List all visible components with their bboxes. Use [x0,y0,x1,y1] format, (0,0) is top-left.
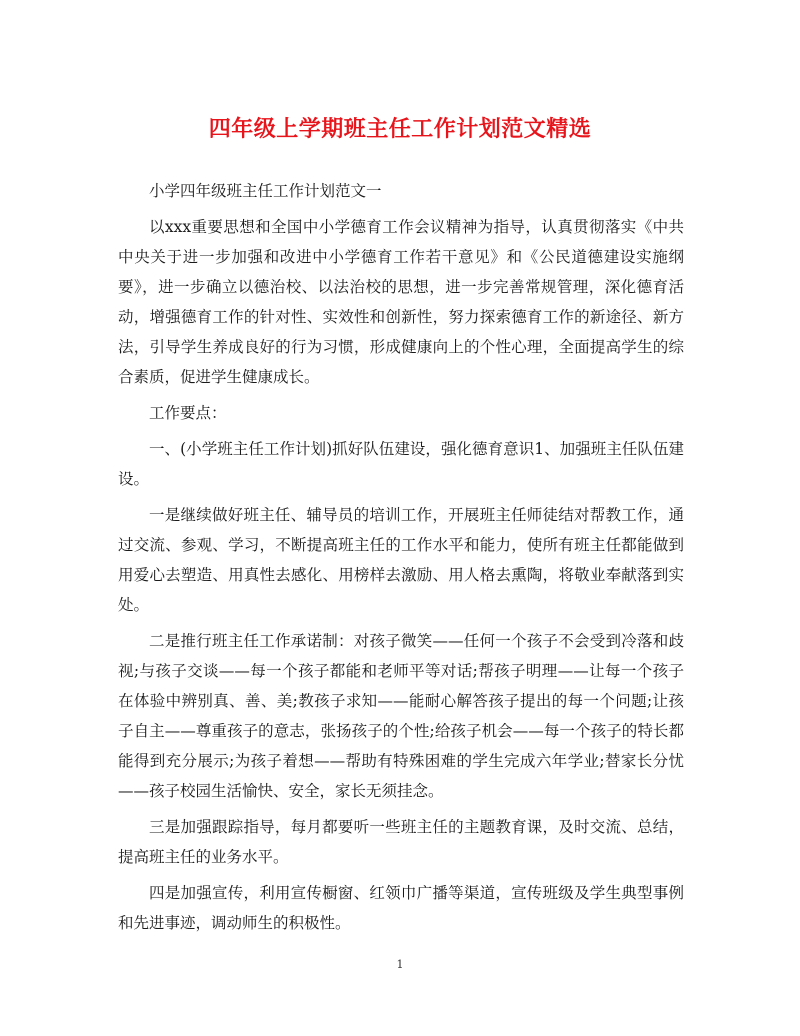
page-number: 1 [396,958,404,971]
paragraph-item-first: 一是继续做好班主任、辅导员的培训工作，开展班主任师徒结对帮教工作，通过交流、参观、学习，不断提高班主任的工作水平和能力，使所有班主任都能做到用爱心去塑造、用真性去感化、用榜样去激励、用人格去熏陶，将敬业奉献落到实处。 [118,506,684,614]
paragraph-guiding-principle: 以xxx重要思想和全国中小学德育工作会议精神为指导，认真贯彻落实《中共中央关于进一步加强和改进中小学德育工作若干意见》和《公民道德建设实施纲要》，进一步确立以德治校、以法治校的思想，进一步完善常规管理，深化德育活动，增强德育工作的针对性、实效性和创新性，努力探索德育工作的新途径、新方法，引导学生养成良好的行为习惯，形成健康向上的个性心理，全面提高学生的综合素质，促进学生健康成长。 [118,218,684,386]
document-body [118,176,684,938]
paragraph-subtitle: 小学四年级班主任工作计划范文一 [149,182,382,200]
paragraph-item-third: 三是加强跟踪指导，每月都要听一些班主任的主题教育课，及时交流、总结，提高班主任的业务水平。 [118,818,684,866]
paragraph-item-fourth: 四是加强宣传，利用宣传橱窗、红领巾广播等渠道，宣传班级及学生典型事例和先进事迹，调动师生的积极性。 [118,884,684,932]
document-title: 四年级上学期班主任工作计划范文精选 [208,116,592,142]
paragraph-point-one: 一、(小学班主任工作计划)抓好队伍建设，强化德育意识1、加强班主任队伍建设。 [118,440,684,488]
paragraph-item-second: 二是推行班主任工作承诺制：对孩子微笑——任何一个孩子不会受到冷落和歧视;与孩子交谈——每一个孩子都能和老师平等对话;帮孩子明理——让每一个孩子在体验中辨别真、善、美;教孩子求知——能耐心解答孩子提出的每一个问题;让孩子自主——尊重孩子的意志，张扬孩子的个性;给孩子机会——每一个孩子的特长都能得到充分展示;为孩子着想——帮助有特殊困难的学生完成六年学业;替家长分忧——孩子校园生活愉快、安全，家长无须挂念。 [118,632,684,800]
paragraph-work-points-heading: 工作要点： [149,404,227,422]
